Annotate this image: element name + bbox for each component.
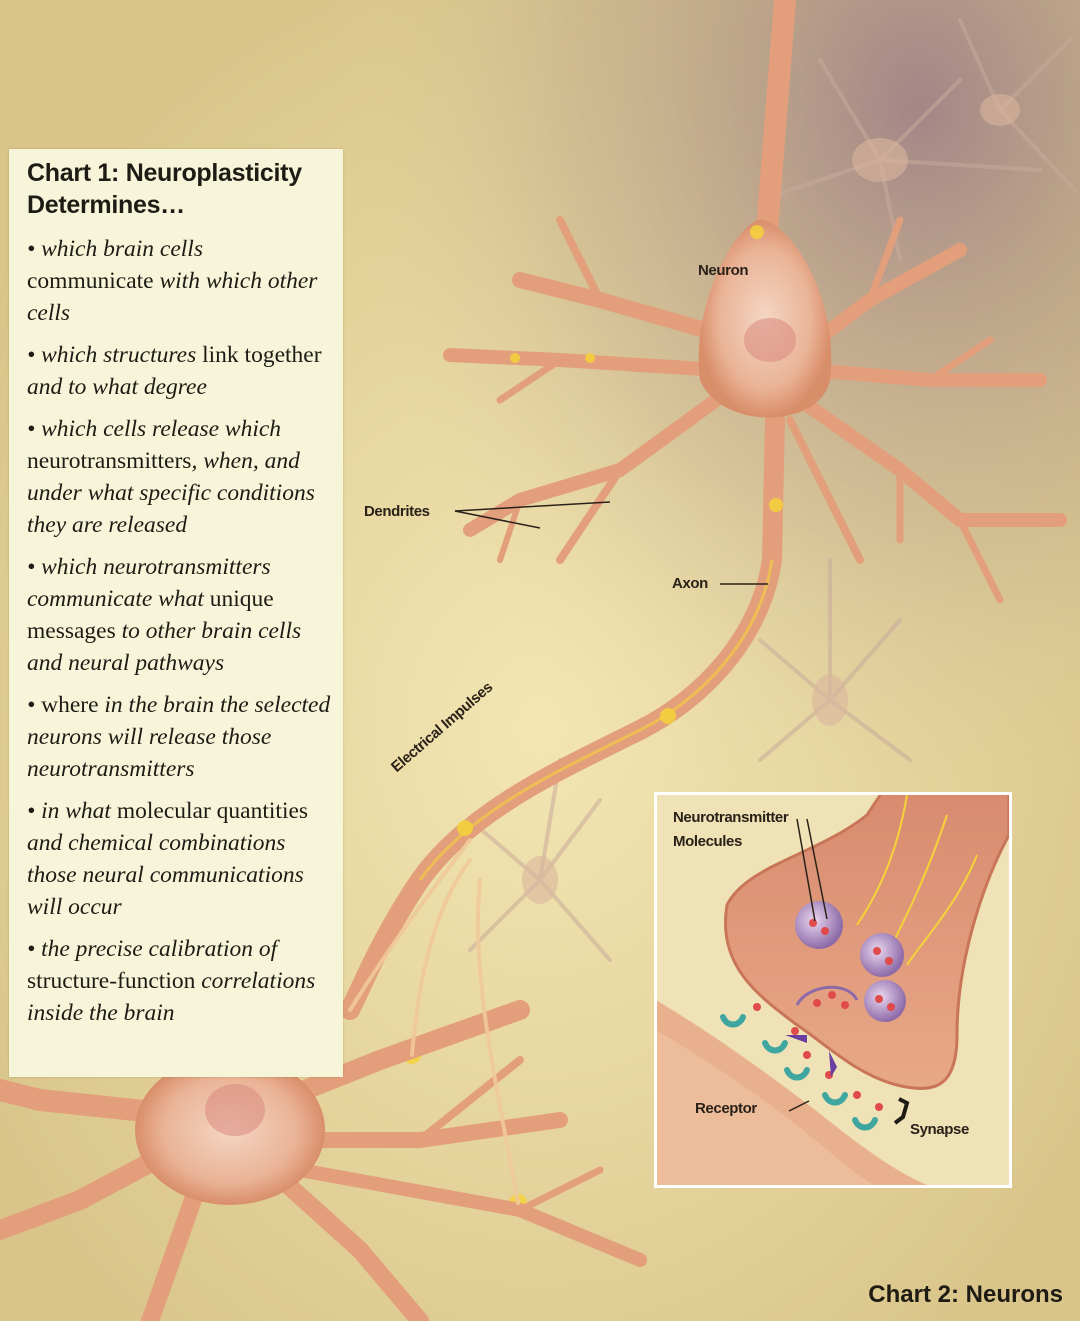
- synapse-inset: [654, 792, 1012, 1188]
- chart1-item: • which structures link together and to what degree: [27, 342, 322, 400]
- chart1-item: • which brain cells communicate with which other cells: [27, 236, 318, 326]
- chart1-item: • the precise calibration of structure-function correlations inside the brain: [27, 936, 316, 1026]
- label-synapse: Synapse: [910, 1121, 969, 1138]
- label-neurotransmitter-molecules-line2: Molecules: [673, 833, 742, 850]
- label-electrical-impulses: Electrical Impulses: [388, 678, 496, 776]
- chart1-title: Chart 1: Neuroplasticity Determines…: [27, 159, 302, 219]
- chart1-panel: [9, 149, 343, 1077]
- label-receptor: Receptor: [695, 1100, 757, 1117]
- chart2-title: Chart 2: Neurons: [868, 1281, 1063, 1308]
- label-dendrites: Dendrites: [364, 503, 430, 520]
- chart1-item: • in what molecular quantities and chemical combinations those neural communications will occur: [27, 798, 309, 920]
- chart1-item: • which neurotransmitters communicate what unique messages to other brain cells and neural pathways: [27, 554, 302, 676]
- label-axon: Axon: [672, 575, 708, 592]
- chart1-item: • which cells release which neurotransmitters, when, and under what specific conditions they are released: [27, 416, 315, 538]
- label-neuron: Neuron: [698, 262, 749, 279]
- chart1-item: • where in the brain the selected neurons will release those neurotransmitters: [27, 692, 331, 782]
- label-neurotransmitter-molecules-line1: Neurotransmitter: [673, 809, 789, 826]
